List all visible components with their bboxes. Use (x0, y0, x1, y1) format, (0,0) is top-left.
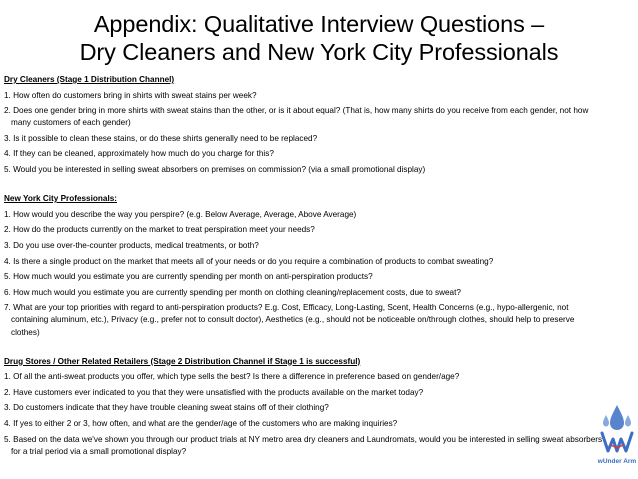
section-drug-stores (4, 356, 604, 458)
question-item: 2. Have customers ever indicated to you that they were unsatisfied with the products available on the market today? (4, 387, 424, 397)
section-spacer (4, 176, 604, 193)
question-item: 4. If yes to either 2 or 3, how often, and what are the gender/age of the customers who are making inquiries? (4, 418, 398, 428)
section-dry-cleaners (4, 74, 604, 176)
section-spacer (4, 339, 604, 356)
question-item: 2. How do the products currently on the market to treat perspiration meet your needs? (4, 225, 315, 235)
section-heading: Drug Stores / Other Related Retailers (Stage 2 Distribution Channel if Stage 1 is successful) (4, 356, 361, 366)
section-heading: New York City Professionals: (4, 194, 117, 204)
question-item: 4. If they can be cleaned, approximately how much do you charge for this? (4, 149, 274, 159)
logo-mark-icon (597, 401, 637, 467)
question-item: 7. What are your top priorities with regard to anti-perspiration products? E.g. Cost, Efficacy, Long-Lasting, Scent, Health Concerns (e.g., hypo-allergenic, not containing aluminum, etc.), Privacy (e.g., prefer not to consult doctor), Aesthetics (e.g., should not be noticeable on/through clothes, should help to preserve clothes) (4, 303, 575, 337)
logo-text: wUnder Arm (597, 458, 637, 465)
question-item: 3. Do you use over-the-counter products, medical treatments, or both? (4, 240, 259, 250)
title-line-2: Dry Cleaners and New York City Professionals (79, 39, 559, 65)
question-item: 1. Of all the anti-sweat products you offer, which type sells the best? Is there a difference in preference based on gender/age? (4, 372, 460, 382)
question-item: 3. Do customers indicate that they have trouble cleaning sweat stains off of their clothing? (4, 403, 329, 413)
question-item: 5. Based on the data we've shown you through our product trials at NY metro area dry cleaners and Laundromats, would you be interested in selling sweat absorbers for a trial period via a small promotional display? (4, 434, 603, 456)
question-item: 4. Is there a single product on the market that meets all of your needs or do you require a combination of products to combat sweating? (4, 256, 494, 266)
question-item: 5. Would you be interested in selling sweat absorbers on premises on commission? (via a small promotional display) (4, 165, 426, 175)
question-item: 5. How much would you estimate you are currently spending per month on anti-perspiration products? (4, 272, 373, 282)
section-heading: Dry Cleaners (Stage 1 Distribution Channel) (4, 75, 175, 84)
question-item: 2. Does one gender bring in more shirts with sweat stains than the other, or is it about equal? (That is, how many shirts do you receive from each gender, not how many customers of each gender) (4, 106, 589, 128)
wunder-arm-logo (597, 401, 637, 467)
section-nyc-professionals (4, 193, 604, 338)
page-title (0, 10, 638, 66)
question-item: 1. How often do customers bring in shirts with sweat stains per week? (4, 90, 257, 100)
question-item: 6. How much would you estimate you are currently spending per month on clothing cleaning/replacement costs, due to sweat? (4, 287, 461, 297)
question-item: 3. Is it possible to clean these stains, or do these shirts generally need to be replaced? (4, 133, 318, 143)
question-item: 1. How would you describe the way you perspire? (e.g. Below Average, Average, Above Average) (4, 209, 357, 219)
title-line-1: Appendix: Qualitative Interview Questions – (93, 11, 545, 37)
question-list (4, 74, 604, 458)
